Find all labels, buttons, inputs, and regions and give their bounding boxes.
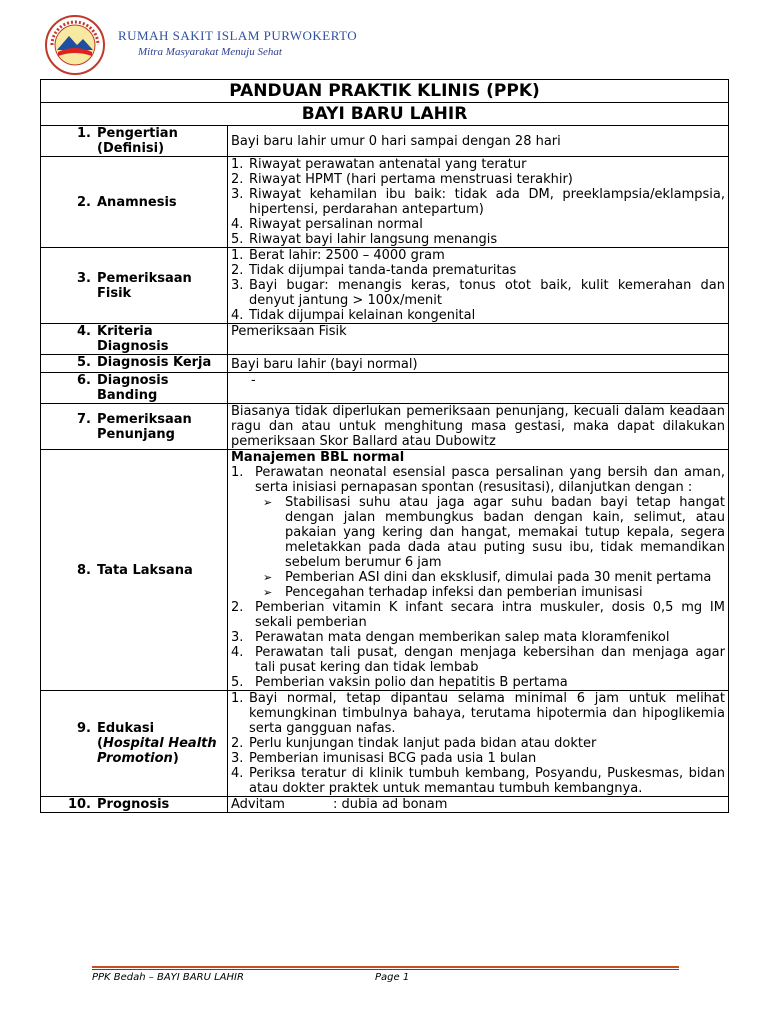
management-sublist	[255, 495, 725, 600]
anamnesis-list	[231, 157, 725, 247]
list-item: 1. Berat lahir: 2500 – 4000 gram	[231, 248, 445, 263]
row-label	[41, 797, 228, 813]
list-item: 1. Perawatan neonatal esensial pasca persalinan yang bersih dan aman, serta inisiasi pernapasan spontan (resusitasi), dilanjutkan dengan : ➢ Stabilisasi suhu atau jaga agar suhu badan bayi tetap hangat dengan jalan membungkus badan dengan kain, selimut, atau pakaian yang kering dan hangat, memakai tutup kepala, segera meletakkan pada dada atau puting susu ibu, tidak memandikan sebelum berumur 6 jam ➢ Pemberian ASI dini dan eksklusif, dimulai pada 30 menit pertama ➢ Pencegahan terhadap infeksi dan pemberian imunisasi	[231, 465, 725, 600]
education-list	[231, 691, 725, 796]
row-label-text: Anamnesis	[97, 194, 177, 210]
row-content	[228, 248, 729, 324]
row-content	[228, 450, 729, 691]
document-title	[41, 80, 729, 103]
row-number: 10.	[67, 797, 91, 812]
list-item: 1. Bayi normal, tetap dipantau selama minimal 6 jam untuk melihat kemungkinan timbulnya bahaya, terutama hipotermia dan hipoglikemia serta gangguan nafas.	[231, 691, 725, 736]
row-label-text: Prognosis	[97, 797, 170, 812]
row-content	[228, 157, 729, 248]
list-item: 2. Pemberian vitamin K infant secara intra muskuler, dosis 0,5 mg IM sekali pemberian	[231, 600, 725, 630]
management-list	[231, 465, 725, 690]
footer-document-name: PPK Bedah – BAYI BARU LAHIR	[92, 972, 244, 983]
row-label	[41, 404, 228, 450]
row-pemeriksaan-fisik	[41, 248, 729, 324]
row-pemeriksaan-penunjang	[41, 404, 729, 450]
row-diagnosis-kerja	[41, 355, 729, 373]
row-label-text: Kriteria Diagnosis	[97, 324, 169, 354]
list-item: 4. Periksa teratur di klinik tumbuh kembang, Posyandu, Puskesmas, bidan atau dokter praktek untuk memantau tumbuh kembangnya.	[231, 766, 725, 796]
management-item-text: Perawatan neonatal esensial pasca persalinan yang bersih dan aman, serta inisiasi pernapasan spontan (resusitasi), dilanjutkan dengan :	[255, 465, 725, 495]
row-number: 6.	[77, 373, 91, 388]
row-pengertian	[41, 126, 729, 157]
row-content	[228, 126, 729, 157]
hospital-name: RUMAH SAKIT ISLAM PURWOKERTO	[118, 28, 358, 43]
row-kriteria-diagnosis	[41, 324, 729, 355]
row-tata-laksana	[41, 450, 729, 691]
arrow-bullet-icon: ➢	[263, 496, 273, 509]
hospital-logo	[44, 14, 106, 76]
list-item: 4. Perawatan tali pusat, dengan menjaga kebersihan dan menjaga agar tali pusat kering dan tidak lembab	[231, 645, 725, 675]
row-anamnesis	[41, 157, 729, 248]
list-item: 2. Riwayat HPMT (hari pertama menstruasi terakhir)	[231, 172, 573, 187]
list-item: 2. Perlu kunjungan tindak lanjut pada bidan atau dokter	[231, 736, 597, 751]
row-number: 4.	[77, 324, 91, 339]
row-number: 3.	[77, 270, 91, 286]
row-label-text: Diagnosis Banding	[97, 373, 169, 403]
footer-rule-thin	[92, 969, 679, 970]
management-heading: Manajemen BBL normal	[231, 450, 405, 465]
definition-text: Bayi baru lahir umur 0 hari sampai dengan 28 hari	[231, 133, 561, 149]
prognosis-value: : dubia ad bonam	[333, 797, 448, 812]
subtitle-row	[41, 103, 729, 126]
row-label-text: Pengertian (Definisi)	[97, 126, 178, 156]
label-italic: Hospital Health Promotion	[97, 736, 217, 766]
row-number: 5.	[77, 355, 91, 370]
row-prognosis	[41, 797, 729, 813]
row-content	[228, 324, 729, 355]
row-edukasi	[41, 691, 729, 797]
row-number: 1.	[77, 126, 91, 141]
row-content	[228, 797, 729, 813]
row-label-text: Edukasi (Hospital Health Promotion)	[97, 721, 217, 766]
list-item: 3. Bayi bugar: menangis keras, tonus otot baik, kulit kemerahan dan denyut jantung > 100x/menit	[231, 278, 725, 308]
list-item: 5. Riwayat bayi lahir langsung menangis	[231, 232, 498, 247]
row-label-text: Pemeriksaan Fisik	[97, 270, 192, 301]
row-label	[41, 355, 228, 373]
sub-list-item: ➢ Pencegahan terhadap infeksi dan pemberian imunisasi	[263, 585, 643, 600]
row-number: 9.	[77, 721, 91, 736]
supporting-exam-text: Biasanya tidak diperlukan pemeriksaan penunjang, kecuali dalam keadaan ragu dan atau untuk menghitung masa gestasi, maka dapat dilakukan pemeriksaan Skor Ballard atau Dubowitz	[231, 404, 725, 449]
row-label-text: Pemeriksaan Penunjang	[97, 411, 192, 442]
ppk-table	[40, 79, 729, 813]
title-row	[41, 80, 729, 103]
list-item: 4. Tidak dijumpai kelainan kongenital	[231, 308, 476, 323]
row-content	[228, 373, 729, 404]
list-item: 4. Riwayat persalinan normal	[231, 217, 423, 232]
list-item: 3. Pemberian imunisasi BCG pada usia 1 bulan	[231, 751, 537, 766]
list-item: 1. Riwayat perawatan antenatal yang teratur	[231, 157, 527, 172]
arrow-bullet-icon: ➢	[263, 571, 273, 584]
differential-text: -	[251, 373, 256, 388]
prognosis-key: Advitam	[231, 797, 285, 812]
row-label	[41, 450, 228, 691]
row-content	[228, 404, 729, 450]
row-number: 2.	[77, 194, 91, 210]
document-subtitle	[41, 103, 729, 126]
row-label-text: Tata Laksana	[97, 562, 193, 578]
footer-rule	[92, 966, 679, 968]
row-number: 8.	[77, 562, 91, 578]
row-label	[41, 126, 228, 157]
criteria-text: Pemeriksaan Fisik	[231, 324, 347, 339]
row-content	[228, 355, 729, 373]
row-label	[41, 248, 228, 324]
working-diagnosis-text: Bayi baru lahir (bayi normal)	[231, 357, 418, 372]
letterhead	[44, 14, 444, 68]
row-content	[228, 691, 729, 797]
list-item: 3. Perawatan mata dengan memberikan salep mata kloramfenikol	[231, 630, 670, 645]
physical-exam-list	[231, 248, 725, 323]
row-label	[41, 324, 228, 355]
arrow-bullet-icon: ➢	[263, 586, 273, 599]
row-label	[41, 691, 228, 797]
row-number: 7.	[77, 411, 91, 427]
row-diagnosis-banding	[41, 373, 729, 404]
row-label-text: Diagnosis Kerja	[97, 355, 212, 370]
title-line-1: PANDUAN PRAKTIK KLINIS (PPK)	[229, 81, 540, 101]
row-label	[41, 157, 228, 248]
title-line-2: BAYI BARU LAHIR	[301, 104, 468, 124]
row-label	[41, 373, 228, 404]
list-item: 3. Riwayat kehamilan ibu baik: tidak ada DM, preeklampsia/eklampsia, hipertensi, perdarahan antepartum)	[231, 187, 725, 217]
hospital-motto: Mitra Masyarakat Menuju Sehat	[138, 46, 282, 58]
sub-list-item: ➢ Pemberian ASI dini dan eksklusif, dimulai pada 30 menit pertama	[263, 570, 712, 585]
list-item: 2. Tidak dijumpai tanda-tanda prematuritas	[231, 263, 517, 278]
footer-page-number: Page 1	[375, 972, 410, 983]
sub-list-item: ➢ Stabilisasi suhu atau jaga agar suhu badan bayi tetap hangat dengan jalan membungkus badan dengan kain, selimut, atau pakaian yang kering dan hangat, memakai tutup kepala, segera meletakkan pada dada atau puting susu ibu, tidak memandikan sebelum berumur 6 jam	[263, 495, 725, 570]
list-item: 5. Pemberian vaksin polio dan hepatitis B pertama	[231, 675, 568, 690]
